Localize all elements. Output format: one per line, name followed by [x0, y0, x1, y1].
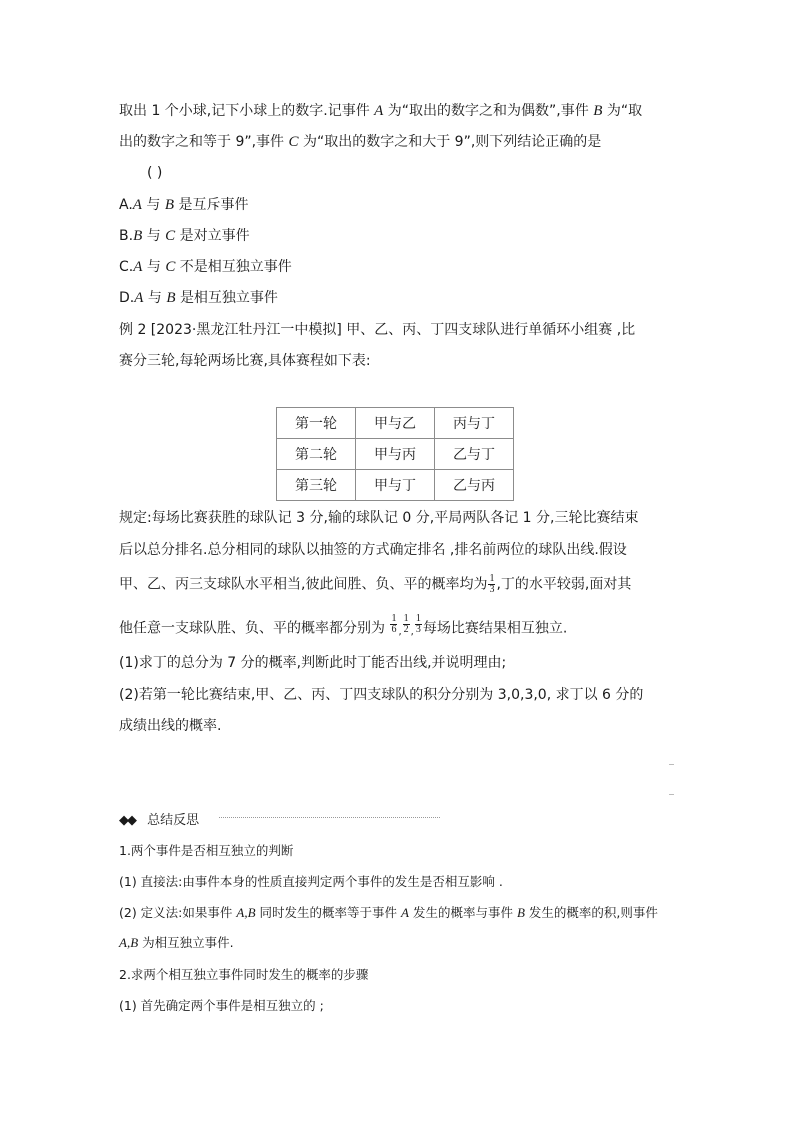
summary-header [119, 809, 199, 828]
rules-line-3 [119, 574, 631, 595]
option-text: 是对立事件 [179, 228, 250, 244]
schedule-table [276, 407, 514, 501]
diamond-icon: ◆◆ [119, 813, 135, 828]
summary-divider [219, 817, 440, 818]
part-2-line-1: (2)若第一轮比赛结束,甲、乙、丙、丁四支球队的积分分别为 3,0,3,0, 求丁以 6 分的 [119, 687, 644, 703]
variable: C [165, 259, 176, 275]
summary-item-2 [119, 903, 658, 923]
table-cell: 乙与丙 [435, 470, 514, 501]
variable: C [165, 228, 176, 244]
table-cell: 丙与丁 [435, 408, 514, 439]
table-cell: 第三轮 [277, 470, 356, 501]
fraction-denominator: 3 [415, 624, 421, 635]
variable: A,B [236, 905, 256, 920]
variable: A [133, 259, 143, 275]
fraction-list [389, 614, 422, 643]
variable: A [374, 103, 384, 119]
fraction-denominator: 2 [403, 624, 409, 635]
question-text: 为“取出的数字之和大于 9”,则下列结论正确的是 [302, 134, 602, 150]
table-row [277, 439, 514, 470]
rules-text: 甲、乙、丙三支球队水平相当,彼此间胜、负、平的概率均为 [119, 576, 488, 593]
variable: A [401, 905, 409, 920]
question-text: 为“取 [606, 103, 643, 119]
option-letter: A. [119, 197, 133, 213]
fraction-separator: , [410, 626, 414, 638]
summary-item-1: (1) 直接法:由事件本身的性质直接判定两个事件的发生是否相互影响 . [119, 874, 503, 889]
rules-line-1: 规定:每场比赛获胜的球队记 3 分,输的球队记 0 分,平局两队各记 1 分,三轮比赛结束 [119, 510, 639, 526]
fraction-numerator: 1 [391, 613, 397, 624]
fraction [415, 614, 422, 635]
table-cell: 甲与丙 [356, 439, 435, 470]
table-cell: 第一轮 [277, 408, 356, 439]
fraction [488, 574, 495, 595]
question-line-1 [119, 101, 642, 121]
option-letter: D. [119, 290, 135, 306]
option-text: 与 [146, 259, 161, 275]
option-b [119, 226, 250, 246]
variable: B [166, 290, 176, 306]
margin-mark [669, 764, 674, 765]
option-text: 与 [146, 197, 161, 213]
option-text: 不是相互独立事件 [179, 259, 292, 275]
summary-item-3: (1) 首先确定两个事件是相互独立的 ; [119, 998, 324, 1013]
option-letter: B. [119, 228, 134, 244]
variable: B [593, 103, 603, 119]
fraction-denominator: 6 [391, 624, 397, 635]
rules-line-4 [119, 614, 567, 643]
table-cell: 甲与丁 [356, 470, 435, 501]
example2-line-1: 例 2 [2023·黑龙江牡丹江一中模拟] 甲、乙、丙、丁四支球队进行单循环小组赛 ,比 [119, 322, 636, 338]
example2-line-2: 赛分三轮,每轮两场比赛,具体赛程如下表: [119, 353, 371, 369]
question-line-2 [119, 132, 601, 152]
summary-heading-2: 2.求两个相互独立事件同时发生的概率的步骤 [119, 967, 369, 982]
option-c [119, 257, 292, 277]
fraction-numerator: 1 [489, 573, 495, 584]
fraction-denominator: 3 [489, 584, 495, 595]
rules-text: ,丁的水平较弱,面对其 [496, 576, 632, 593]
summary-heading-1: 1.两个事件是否相互独立的判断 [119, 843, 294, 858]
table-row [277, 470, 514, 501]
variable: A,B [119, 935, 139, 950]
summary-text: 发生的概率的积,则事件 [528, 905, 658, 920]
table-cell: 乙与丁 [435, 439, 514, 470]
summary-text: 同时发生的概率等于事件 [259, 905, 398, 920]
option-text: 与 [147, 290, 162, 306]
fraction-numerator: 1 [403, 613, 409, 624]
variable: A [132, 197, 142, 213]
rules-line-2: 后以总分排名.总分相同的球队以抽签的方式确定排名 ,排名前两位的球队出线.假设 [119, 542, 627, 558]
summary-text: 发生的概率与事件 [412, 905, 513, 920]
fraction-separator: , [398, 626, 402, 638]
summary-item-2-cont [119, 933, 234, 953]
paren-text: ( ) [147, 165, 163, 181]
variable: B [164, 197, 175, 213]
option-text: 是相互独立事件 [179, 290, 278, 306]
fraction [403, 614, 410, 635]
rules-text: 他任意一支球队胜、负、平的概率都分别为 [119, 620, 385, 637]
fraction-numerator: 1 [415, 613, 421, 624]
rules-text: 每场比赛结果相互独立. [422, 620, 568, 637]
part-1: (1)求丁的总分为 7 分的概率,判断此时丁能否出线,并说明理由; [119, 655, 507, 671]
margin-mark [669, 794, 674, 795]
option-d [119, 288, 278, 308]
option-a [119, 195, 248, 215]
fraction [390, 614, 397, 635]
question-text: 为“取出的数字之和为偶数”,事件 [387, 103, 589, 119]
variable: C [288, 134, 299, 150]
question-text: 出的数字之和等于 9”,事件 [119, 134, 285, 150]
table-cell: 第二轮 [277, 439, 356, 470]
answer-paren [147, 163, 162, 183]
summary-text: 为相互独立事件. [142, 935, 234, 950]
option-text: 与 [146, 228, 161, 244]
part-2-line-2: 成绩出线的概率. [119, 718, 222, 734]
variable: B [516, 905, 525, 920]
variable: B [133, 228, 143, 244]
table-row [277, 408, 514, 439]
question-text: 取出 1 个小球,记下小球上的数字.记事件 [119, 103, 370, 119]
option-letter: C. [119, 259, 134, 275]
table-cell: 甲与乙 [356, 408, 435, 439]
option-text: 是互斥事件 [178, 197, 249, 213]
summary-text: (2) 定义法:如果事件 [119, 905, 233, 920]
summary-title: 总结反思 [147, 813, 200, 828]
variable: A [134, 290, 144, 306]
